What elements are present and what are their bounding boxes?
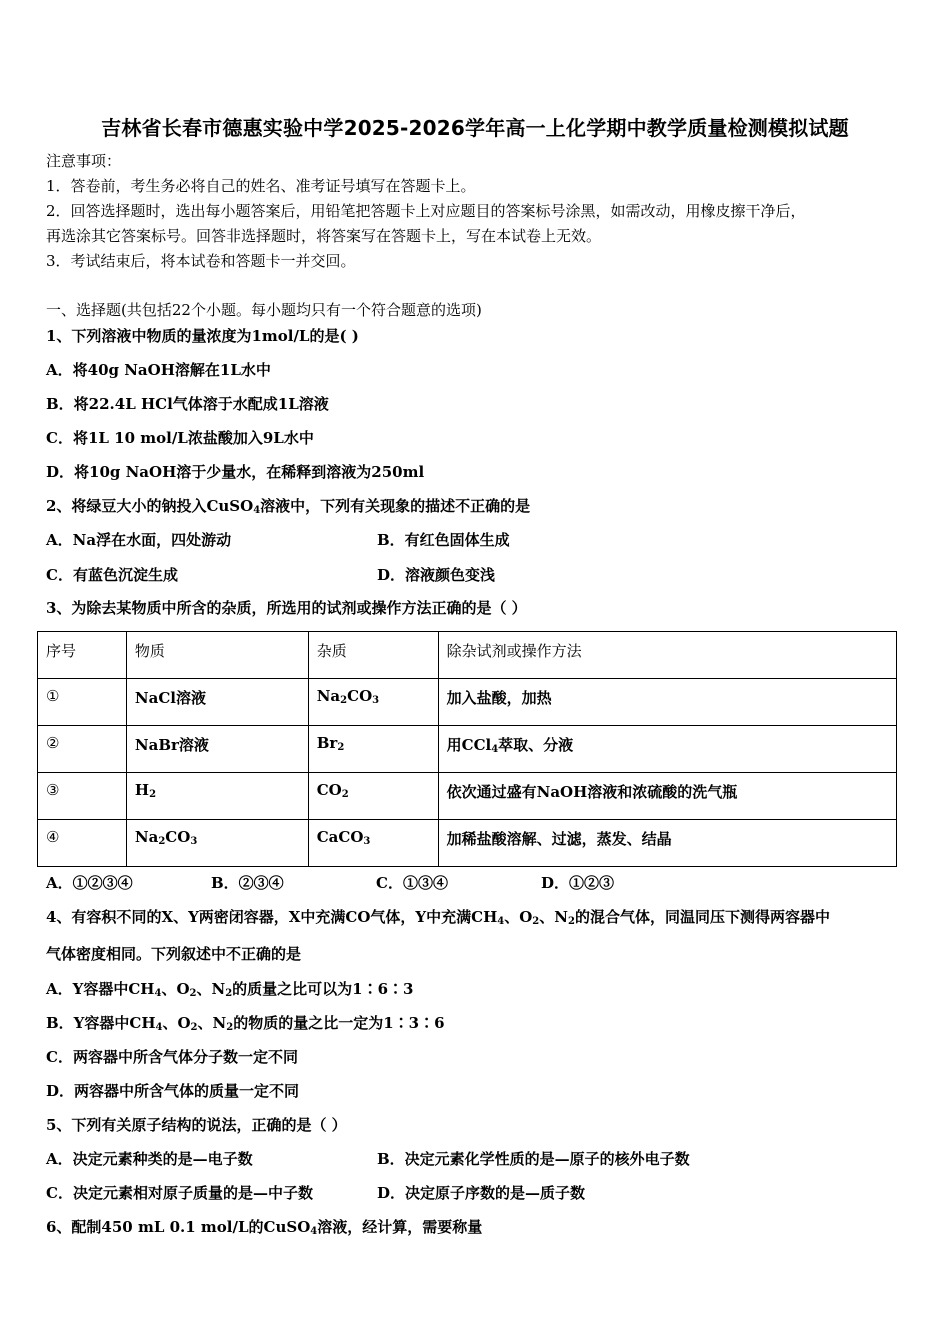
header-cell: 物质: [126, 632, 308, 679]
question-1-option-d: D．将10g NaOH溶于少量水，在稀释到溶液为250ml: [46, 463, 425, 481]
row-number: ①: [38, 679, 127, 726]
notice-item: 2．回答选择题时，选出每小题答案后，用铅笔把答题卡上对应题目的答案标号涂黑，如需改动，用橡皮擦干净后，: [46, 202, 806, 220]
row-number: ④: [38, 820, 127, 867]
impurity-cell: $CO_2$: [308, 773, 438, 820]
table-row: [38, 773, 897, 820]
question-1-option-b: B．将22.4L HCl气体溶于水配成1L溶液: [46, 395, 329, 413]
row-number: ②: [38, 726, 127, 773]
header-cell: 序号: [38, 632, 127, 679]
question-3-stem: 3、为除去某物质中所含的杂质，所选用的试剂或操作方法正确的是（ ）: [46, 599, 527, 617]
question-5-option-a: A．决定元素种类的是—电子数: [46, 1150, 253, 1168]
question-3-option-a: A．①②③④: [46, 874, 133, 892]
impurity-table: [37, 631, 897, 867]
row-number: ③: [38, 773, 127, 820]
question-1-option-a: A．将40g NaOH溶解在1L水中: [46, 361, 271, 379]
table-header-row: [38, 632, 897, 679]
question-4-option-b: B．Y容器中$CH_4$、$O_2$、$N_2$的物质的量之比一定为1∶3∶6: [46, 1014, 445, 1033]
question-4-stem-line-2: 气体密度相同。下列叙述中不正确的是: [46, 945, 302, 963]
question-5-stem: 5、下列有关原子结构的说法，正确的是（ ）: [46, 1116, 347, 1134]
question-4-option-c: C．两容器中所含气体分子数一定不同: [46, 1048, 298, 1066]
impurity-cell: CaCO$_3$: [308, 820, 438, 867]
impurity-cell: $Br_2$: [308, 726, 438, 773]
substance-cell: $Na_2CO_3$: [126, 820, 308, 867]
question-5-option-b: B．决定元素化学性质的是—原子的核外电子数: [377, 1150, 690, 1168]
question-6-stem: 6、配制450 mL 0.1 mol/L的CuSO$_4$溶液，经计算，需要称量: [46, 1218, 483, 1237]
table-row: [38, 726, 897, 773]
question-2-option-a: A．Na浮在水面，四处游动: [46, 531, 232, 549]
section-heading: 一、选择题(共包括22个小题。每小题均只有一个符合题意的选项): [46, 301, 482, 319]
question-1-option-c: C．将1L 10 mol/L浓盐酸加入9L水中: [46, 429, 314, 447]
question-4-option-a: A．Y容器中$CH_4$、$O_2$、$N_2$的质量之比可以为1∶6∶3: [46, 980, 414, 999]
question-3-option-d: D．①②③: [541, 874, 615, 892]
notice-item: 3．考试结束后，将本试卷和答题卡一并交回。: [46, 252, 356, 270]
method-cell: 加入盐酸，加热: [438, 679, 896, 726]
question-2-option-b: B．有红色固体生成: [377, 531, 510, 549]
question-2-option-d: D．溶液颜色变浅: [377, 566, 496, 584]
header-cell: 除杂试剂或操作方法: [438, 632, 896, 679]
question-3-option-c: C．①③④: [376, 874, 448, 892]
notice-heading: 注意事项：: [46, 152, 122, 170]
question-5-option-d: D．决定原子序数的是—质子数: [377, 1184, 586, 1202]
header-cell: 杂质: [308, 632, 438, 679]
method-cell: 依次通过盛有NaOH溶液和浓硫酸的洗气瓶: [438, 773, 896, 820]
question-2-option-c: C．有蓝色沉淀生成: [46, 566, 178, 584]
notice-item: 1．答卷前，考生务必将自己的姓名、准考证号填写在答题卡上。: [46, 177, 476, 195]
table-row: [38, 679, 897, 726]
method-cell: 加稀盐酸溶解、过滤，蒸发、结晶: [438, 820, 896, 867]
question-4-stem-line-1: 4、有容积不同的X、Y两密闭容器，X中充满CO气体，Y中充满$CH_4$、$O_2$、$N_2$的混合气体，同温同压下测得两容器中: [46, 908, 830, 927]
question-1-stem: 1、下列溶液中物质的量浓度为1mol/L的是( ): [46, 327, 359, 345]
substance-cell: NaBr溶液: [126, 726, 308, 773]
table-row: [38, 820, 897, 867]
method-cell: 用CCl$_4$萃取、分液: [438, 726, 896, 773]
question-4-option-d: D．两容器中所含气体的质量一定不同: [46, 1082, 300, 1100]
impurity-cell: $Na_2CO_3$: [308, 679, 438, 726]
notice-item: 再选涂其它答案标号。回答非选择题时，将答案写在答题卡上，写在本试卷上无效。: [46, 227, 602, 245]
question-2-stem: 2、将绿豆大小的钠投入CuSO$_4$溶液中，下列有关现象的描述不正确的是: [46, 497, 531, 516]
substance-cell: $H_2$: [126, 773, 308, 820]
substance-cell: NaCl溶液: [126, 679, 308, 726]
question-5-option-c: C．决定元素相对原子质量的是—中子数: [46, 1184, 313, 1202]
page-title: 吉林省长春市德惠实验中学2025-2026学年高一上化学期中教学质量检测模拟试题: [101, 116, 849, 140]
question-3-option-b: B．②③④: [211, 874, 284, 892]
